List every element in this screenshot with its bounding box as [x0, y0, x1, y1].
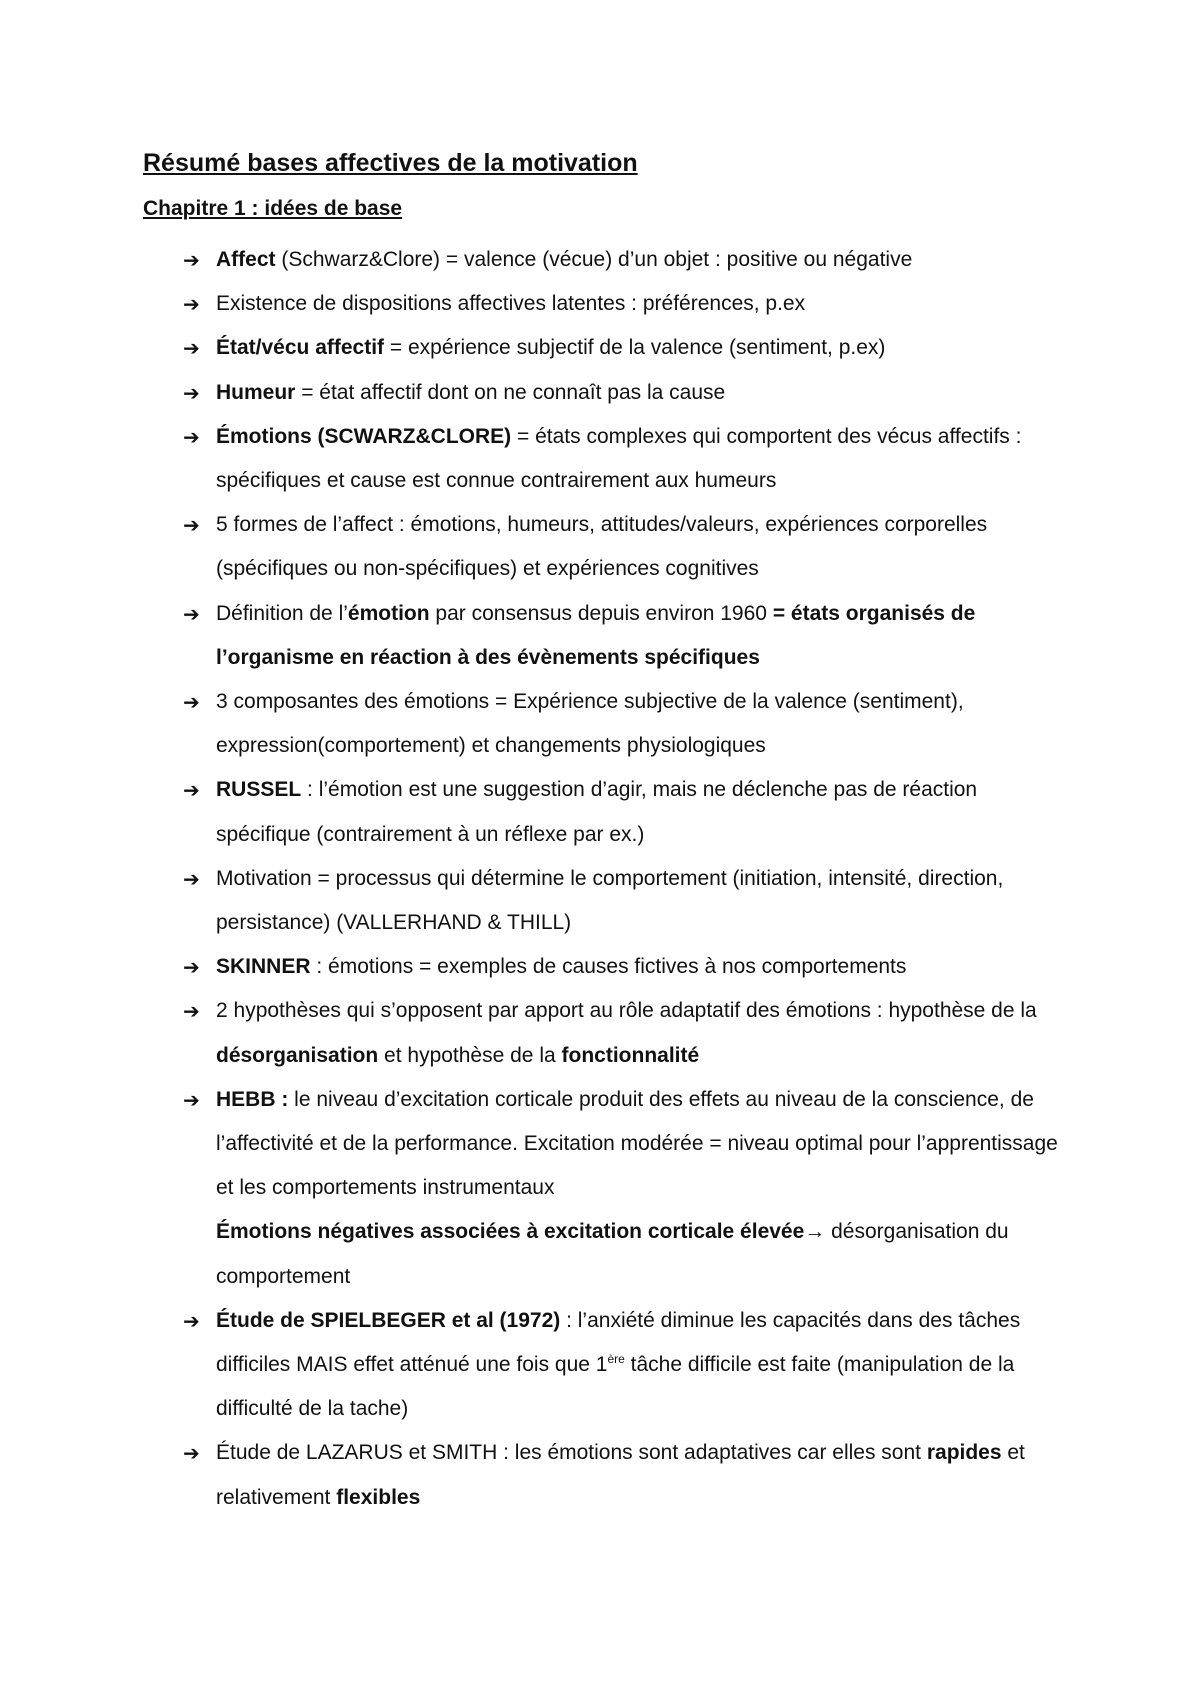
arrow-icon: ➔: [183, 424, 200, 449]
arrow-icon: ➔: [183, 292, 200, 317]
item-text: 3 composantes des émotions = Expérience subjective de la valence (sentiment), expression(comportement) et changements physiologiques: [216, 690, 964, 758]
arrow-icon: ➔: [183, 778, 200, 803]
arrow-icon: ➔: [183, 248, 200, 272]
item-text: = état affectif dont on ne connaît pas la cause: [295, 380, 726, 404]
arrow-icon: ➔: [183, 955, 200, 980]
term-emotions: Émotions (SCWARZ&CLORE): [216, 424, 512, 448]
arrow-icon: ➔: [183, 380, 200, 405]
term-spielbeger-study: Étude de SPIELBEGER et al (1972): [216, 1308, 561, 1332]
list-item: [143, 1299, 1073, 1432]
item-text: tâche difficile est faite (manipulation de la difficulté de la tache): [216, 1353, 1015, 1421]
item-text: 5 formes de l’affect : émotions, humeurs, attitudes/valeurs, expériences corporelles (spécifiques ou non-spécifiques) et expériences cognitives: [216, 513, 988, 581]
document-title: Résumé bases affectives de la motivation: [143, 149, 638, 177]
item-text: (Schwarz&Clore) = valence (vécue) d’un objet : positive ou négative: [275, 248, 913, 271]
list-item: [143, 768, 1073, 856]
arrow-icon: ➔: [183, 336, 200, 361]
term-humeur: Humeur: [216, 380, 296, 404]
item-text: Existence de dispositions affectives latentes : préférences, p.ex: [216, 292, 806, 316]
item-text: : l’anxiété diminue les capacités dans des tâches difficiles MAIS effet atténué une fois que 1: [216, 1308, 1021, 1377]
item-text: par consensus depuis environ 1960: [429, 601, 773, 625]
arrow-icon: ➔: [183, 513, 200, 538]
arrow-icon: ➔: [183, 601, 200, 626]
term-russel: RUSSEL: [216, 778, 302, 802]
term-hebb: HEBB :: [216, 1087, 289, 1111]
document-content: [143, 146, 1073, 1520]
item-text: = états complexes qui comportent des vécus affectifs : spécifiques et cause est connue contrairement aux humeurs: [216, 424, 1022, 493]
term-skinner: SKINNER: [216, 955, 311, 979]
list-item: [143, 238, 1073, 282]
superscript: ère: [607, 1352, 625, 1367]
item-text: et hypothèse de la: [378, 1043, 562, 1067]
arrow-icon: ➔: [183, 1087, 200, 1112]
list-item: [143, 989, 1073, 1077]
term-etat-vecu-affectif: État/vécu affectif: [216, 336, 385, 360]
term-emotion: émotion: [347, 601, 430, 625]
term-flexibles: flexibles: [336, 1485, 421, 1509]
list-item: [143, 503, 1073, 591]
item-text: le niveau d’excitation corticale produit des effets au niveau de la conscience, de l’affectivité et de la performance. Excitation modérée = niveau optimal pour l’apprentissage et les comportements instrumentaux: [216, 1087, 1058, 1200]
term-desorganisation: désorganisation: [216, 1043, 379, 1067]
item-text: Étude de LAZARUS et SMITH : les émotions sont adaptatives car elles sont: [216, 1441, 927, 1465]
emotions-negatives-note: Émotions négatives associées à excitation corticale élevée: [216, 1220, 805, 1244]
item-text: Motivation = processus qui détermine le comportement (initiation, intensité, direction, persistance) (VALLERHAND & THILL): [216, 866, 1004, 935]
definition-emotion: = états organisés de l’organisme en réaction à des évènements spécifiques: [216, 601, 976, 669]
term-rapides: rapides: [926, 1441, 1002, 1465]
chapter-heading: Chapitre 1 : idées de base: [143, 197, 403, 220]
list-item: [143, 326, 1073, 370]
arrow-icon: ➔: [183, 999, 200, 1024]
item-text: Définition de l’: [216, 601, 348, 625]
list-item: [143, 1431, 1073, 1519]
item-subline: [216, 1210, 1073, 1298]
arrow-icon: ➔: [183, 690, 200, 715]
list-item: [143, 415, 1073, 503]
term-fonctionnalite: fonctionnalité: [561, 1043, 700, 1067]
item-text: = expérience subjectif de la valence (sentiment, p.ex): [384, 336, 886, 360]
term-affect: Affect: [216, 248, 276, 271]
arrow-icon: ➔: [183, 866, 200, 891]
list-item: [143, 945, 1073, 989]
list-item: [143, 371, 1073, 415]
item-text: : l’émotion est une suggestion d’agir, mais ne déclenche pas de réaction spécifique (contrairement à un réflexe par ex.): [216, 778, 978, 846]
inline-arrow-icon: →: [804, 1220, 826, 1244]
list-item: [143, 282, 1073, 326]
bullet-list: [143, 238, 1073, 1520]
list-item: [143, 592, 1073, 680]
item-text: 2 hypothèses qui s’opposent par apport au rôle adaptatif des émotions : hypothèse de la: [216, 999, 1037, 1023]
list-item: [143, 1078, 1073, 1299]
item-text: désorganisation du comportement: [216, 1220, 1009, 1288]
list-item: [143, 857, 1073, 945]
item-text: : émotions = exemples de causes fictives à nos comportements: [310, 955, 907, 979]
arrow-icon: ➔: [183, 1441, 200, 1466]
arrow-icon: ➔: [183, 1308, 200, 1333]
item-text: et relativement: [216, 1441, 1025, 1509]
list-item: [143, 680, 1073, 768]
